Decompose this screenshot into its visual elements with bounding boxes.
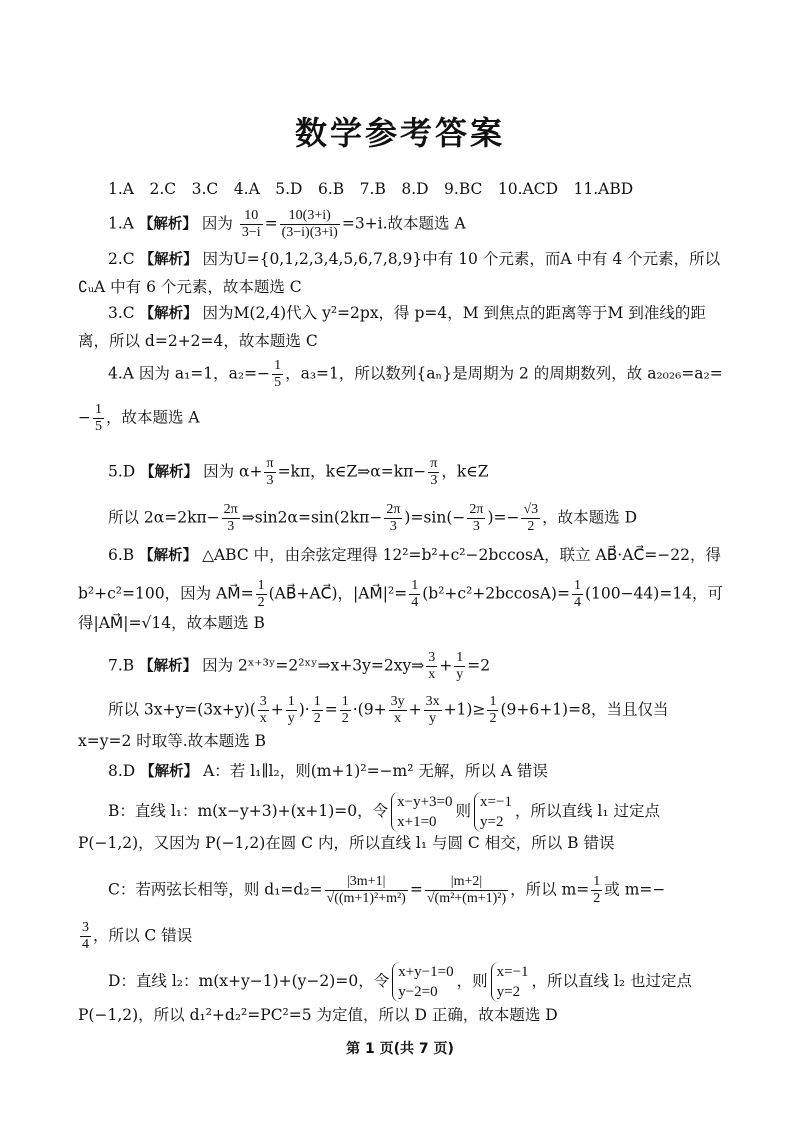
q8-option-b: B：直线 l₁：m(x−y+3)+(x+1)=0，令 x−y+3=0 x+1=0则 x=−1 y=2，所以直线 l₁ 过定点 — [108, 794, 660, 830]
page-title: 数学参考答案 — [294, 114, 505, 152]
q8-option-d-cont: P(−1,2)，所以 d₁²+d₂²=PC²=5 为定值，所以 D 正确，故本题选 D — [78, 1006, 558, 1024]
q5-solution: 5.D 【解析】 因为 α+ $\frac{\pi}{3}$ =kπ，k∈Z⇒α=kπ− $\frac{\pi}{3}$ ，k∈Z — [108, 456, 489, 488]
q4-solution-cont: − $\frac{1}{5}$ ，故本题选 A — [78, 402, 200, 434]
q7-solution-cont: 所以 3x+y=(3x+y)( $\frac{3}{x}$ + $\frac{1}{y}$ )· $\frac{1}{2}$ = $\frac{1}{2}$ ·(9+ $\frac{3y}{x}$ + $\frac{3x}{y}$ +1)≥ $\frac{1}{2}$ (9+6+1)=8，当且仅当 — [108, 694, 669, 726]
q6-solution-cont2: 得|AM⃗|=√14，故本题选 B — [78, 614, 265, 632]
q2-solution: 2.C 【解析】 因为U={0,1,2,3,4,5,6,7,8,9}中有 10 个元素，而A 中有 4 个元素，所以 — [108, 250, 721, 268]
q8-option-c-cont: $\frac{3}{4}$ ，所以 C 错误 — [82, 920, 193, 952]
q1-solution: 1.A 【解析】 因为 $\frac{10}{3-i}$ = $\frac{10(3+i)}{(3-i)(3+i)}$ =3+i.故本题选 A — [108, 208, 466, 240]
q6-solution-cont: b²+c²=100，因为 AM⃗= $\frac{1}{2}$ (AB⃗+AC⃗)，|AM⃗|²= $\frac{1}{4}$ (b²+c²+2bccosA)= $\frac{1}{4}$ (100−44)=14，可 — [78, 578, 724, 610]
q7-solution: 7.B 【解析】 因为 2ˣ⁺³ʸ=2²ˣʸ⇒x+3y=2xy⇒ $\frac{3}{x}$ + $\frac{1}{y}$ =2 — [108, 650, 491, 682]
q3-solution: 3.C 【解析】 因为M(2,4)代入 y²=2px，得 p=4，M 到焦点的距离等于M 到准线的距 — [108, 304, 706, 322]
q8-option-b-cont: P(−1,2)，又因为 P(−1,2)在圆 C 内，所以直线 l₁ 与圆 C 相交，所以 B 错误 — [78, 834, 615, 852]
q4-solution: 4.A 因为 a₁=1，a₂=− $\frac{1}{5}$ ，a₃=1，所以数列{aₙ}是周期为 2 的周期数列，故 a₂₀₂₆=a₂= — [108, 358, 723, 390]
q3-solution-cont: 离，所以 d=2+2=4，故本题选 C — [78, 332, 318, 350]
q6-solution: 6.B 【解析】 △ABC 中，由余弦定理得 12²=b²+c²−2bccosA，联立 AB⃗·AC⃗=−22，得 — [108, 546, 722, 564]
q8-solution: 8.D 【解析】 A：若 l₁∥l₂，则(m+1)²=−m² 无解，所以 A 错误 — [108, 762, 548, 780]
q7-solution-cont2: x=y=2 时取等.故本题选 B — [78, 732, 267, 750]
q8-option-d: D：直线 l₂：m(x+y−1)+(y−2)=0，令 x+y−1=0 y−2=0，则 x=−1 y=2，所以直线 l₂ 也过定点 — [108, 964, 693, 1000]
q8-option-c: C：若两弦长相等，则 d₁=d₂= $\frac{|3m+1|}{\text{√((m+1)²+m²)}}$ = $\frac{|m+2|}{\text{√(m²+(m+1)²)}}$ ，所以 m= $\frac{1}{2}$ 或 m=− — [108, 874, 666, 906]
page-footer: 第 1 页(共 7 页) — [346, 1041, 454, 1057]
q5-solution-cont: 所以 2α=2kπ− $\frac{2\pi}{3}$ ⇒sin2α=sin(2kπ− $\frac{2\pi}{3}$ )=sin(− $\frac{2\pi}{3}$ )=− $\frac{√3}{2}$ ，故本题选 D — [108, 502, 638, 534]
q2-solution-cont: ∁ᵤA 中有 6 个元素，故本题选 C — [78, 278, 302, 296]
answer-key-line: 1.A 2.C 3.C 4.A 5.D 6.B 7.B 8.D 9.BC 10.ACD 11.ABD — [108, 180, 634, 198]
